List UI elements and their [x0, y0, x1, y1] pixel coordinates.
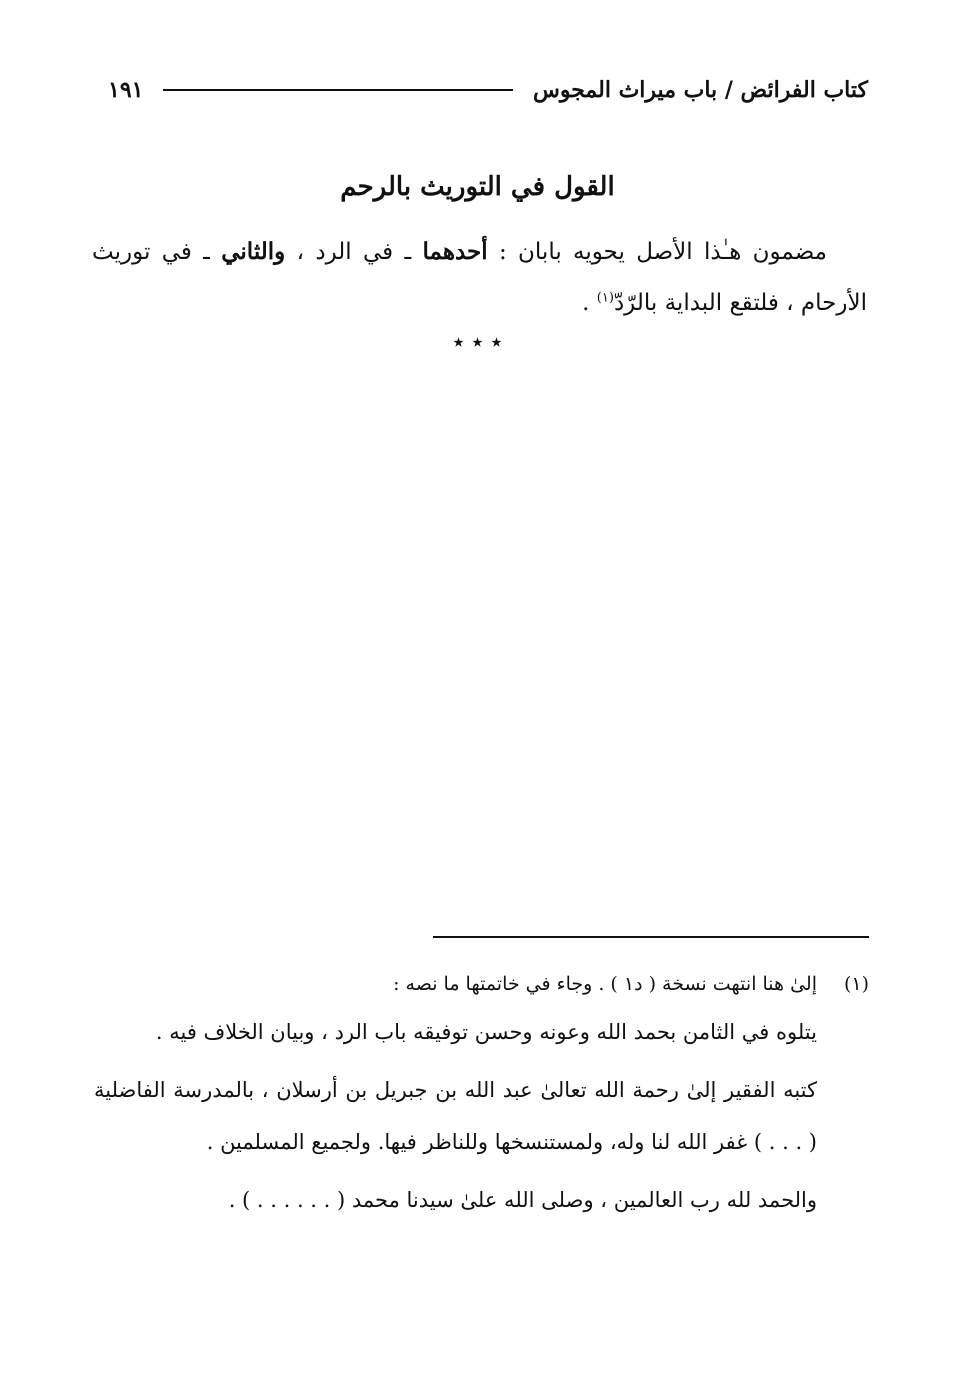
header-title: كتاب الفرائض / باب ميراث المجوس: [532, 77, 868, 103]
footnote-reference[interactable]: (١): [596, 290, 614, 306]
footnote-first-line: [94, 962, 869, 1006]
footnote-para-2: كتبه الفقير إلىٰ رحمة الله تعالىٰ عبد الله بن جبريل بن أرسلان ، بالمدرسة الفاضلية ( . . . ) غفر الله لنا وله، ولمستنسخها وللناظر فيها. ولجميع المسلمين .: [94, 1078, 817, 1154]
footnote-para-3: والحمد لله رب العالمين ، وصلى الله علىٰ سيدنا محمد ( . . . . . . ) .: [228, 1188, 817, 1212]
section-heading: القول في التوريث بالرحم: [340, 172, 615, 202]
body-text-part3: ـ في توريث الأرحام ، فلتقع البداية بالرّدّ: [92, 239, 867, 316]
body-text-bold2: والثاني: [221, 238, 286, 265]
section-ornament: ٭ ٭ ٭: [452, 330, 503, 355]
footnotes: [94, 962, 869, 1226]
body-text-part2: ـ في الرد ،: [285, 239, 423, 265]
footnote-para-1: يتلوه في الثامن بحمد الله وعونه وحسن توفيقه باب الرد ، وبيان الخلاف فيه .: [155, 1020, 817, 1044]
header-rule: [163, 89, 513, 91]
running-header: [108, 70, 868, 110]
body-text-part1: مضمون هـٰذا الأصل يحويه بابان :: [487, 239, 827, 265]
footnote-intro: إلىٰ هنا انتهت نسخة ( د١ ) . وجاء في خاتمتها ما نصه :: [393, 973, 817, 995]
page-number: ١٩١: [108, 77, 144, 103]
footnote-marker: (١): [843, 973, 869, 995]
body-paragraph: [92, 226, 867, 329]
body-text-bold1: أحدهما: [422, 238, 488, 265]
body-text-part4: .: [582, 290, 597, 316]
footnote-rule: [433, 936, 869, 938]
